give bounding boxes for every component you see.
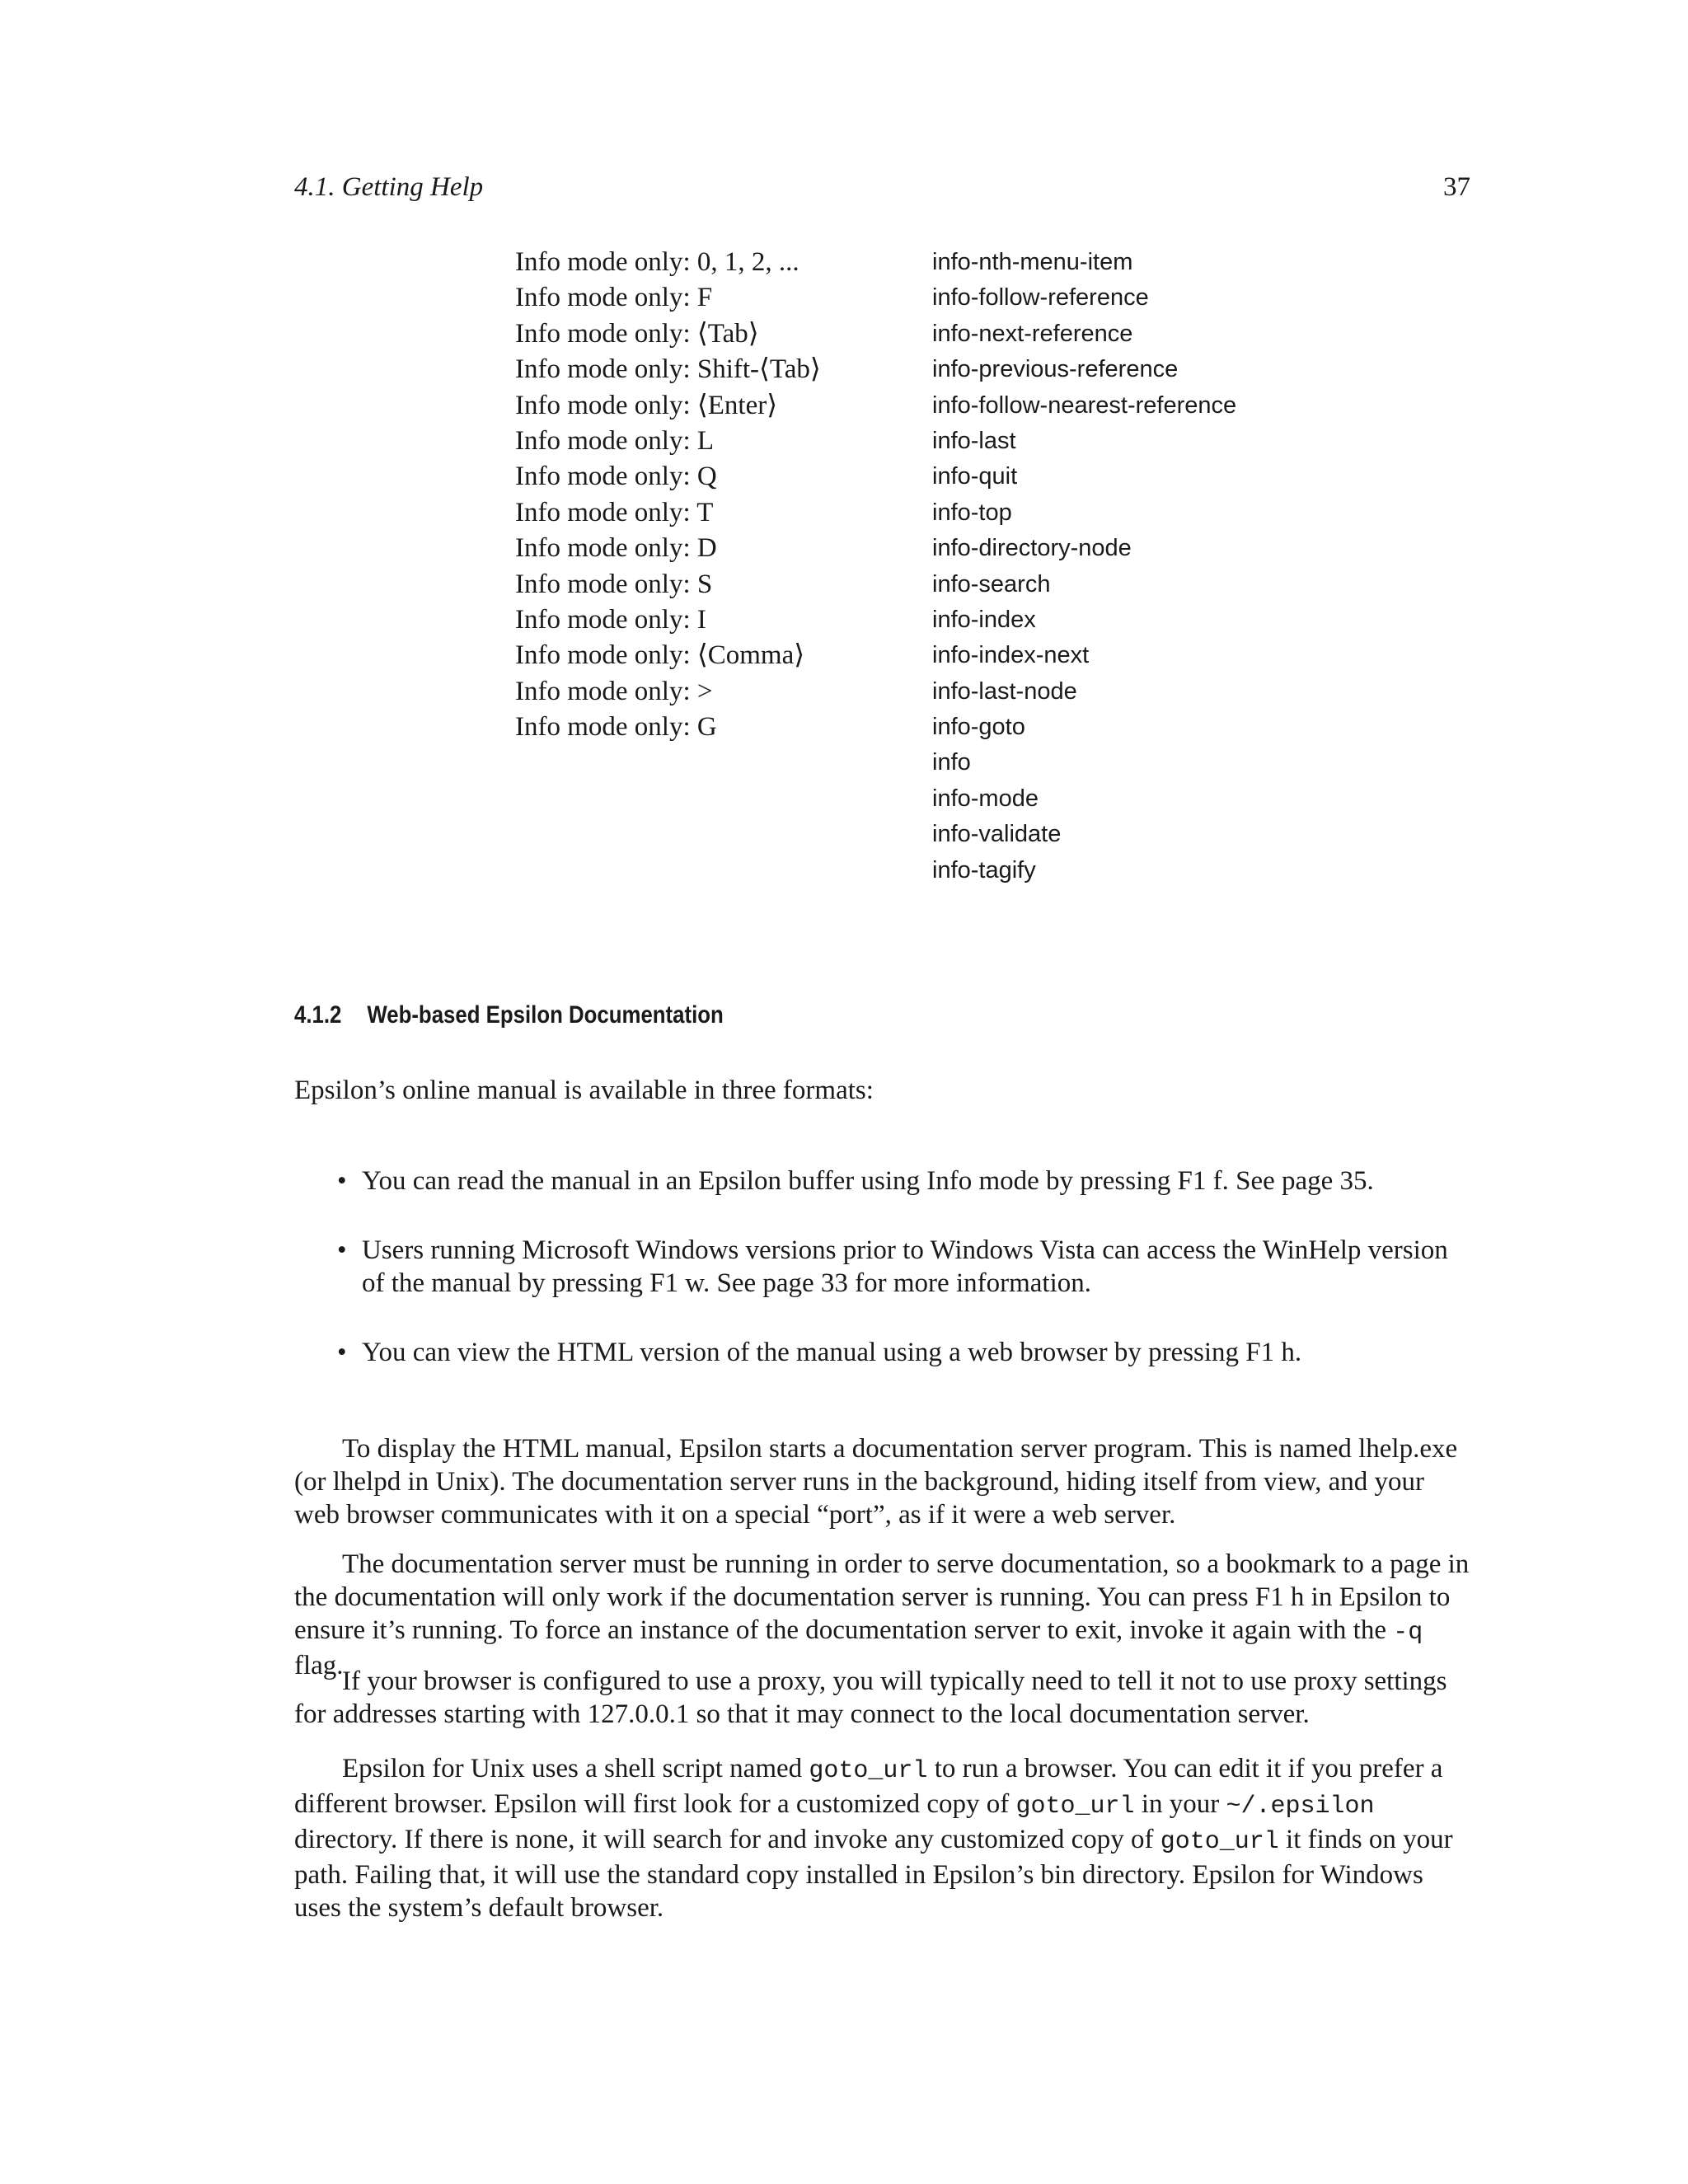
binding-key: Info mode only: ⟨Tab⟩ bbox=[515, 318, 759, 349]
code-epsilon-dir: ~/.epsilon bbox=[1226, 1793, 1375, 1821]
list-item-text: Users running Microsoft Windows versions prior to Windows Vista can access the WinHelp version of the manual by pressing F1 w. See page 33 for more information. bbox=[362, 1235, 1448, 1298]
code-goto-url: goto_url bbox=[809, 1757, 928, 1785]
binding-command: info-index bbox=[932, 606, 1036, 633]
paragraph-bookmark bbox=[294, 1548, 1470, 1682]
text-run: to run a browser. You can edit it if you prefer a different browser. Epsilon will first look for a customized copy of bbox=[294, 1754, 1443, 1819]
bullet-icon: • bbox=[337, 1235, 347, 1265]
binding-key: Info mode only: D bbox=[515, 533, 717, 564]
list-item bbox=[294, 1336, 1470, 1369]
binding-command: info-tagify bbox=[932, 856, 1036, 883]
text-run: flag. bbox=[294, 1651, 344, 1680]
binding-key: Info mode only: G bbox=[515, 712, 717, 743]
binding-command: info-directory-node bbox=[932, 535, 1132, 562]
binding-command: info-goto bbox=[932, 714, 1025, 741]
binding-command: info-top bbox=[932, 499, 1012, 526]
binding-key: Info mode only: 0, 1, 2, ... bbox=[515, 247, 799, 277]
code-goto-url: goto_url bbox=[1160, 1828, 1279, 1856]
binding-key: Info mode only: L bbox=[515, 425, 715, 456]
binding-key: Info mode only: I bbox=[515, 604, 706, 635]
binding-key: Info mode only: Shift-⟨Tab⟩ bbox=[515, 354, 821, 385]
binding-key: Info mode only: Q bbox=[515, 462, 717, 492]
binding-command: info-previous-reference bbox=[932, 356, 1179, 383]
binding-command: info-follow-nearest-reference bbox=[932, 391, 1237, 419]
binding-key: Info mode only: T bbox=[515, 497, 714, 527]
list-item-text: You can view the HTML version of the manual using a web browser by pressing F1 h. bbox=[362, 1338, 1302, 1367]
bullet-icon: • bbox=[337, 1338, 347, 1367]
binding-key: Info mode only: F bbox=[515, 283, 713, 313]
binding-command: info-validate bbox=[932, 821, 1062, 848]
paragraph-doc-server: To display the HTML manual, Epsilon starts a documentation server program. This is named lhelp.exe (or lhelpd in Unix). The documentation server runs in the background, hiding itself from view, and your web browser communicates with it on a special “port”, as if it were a web server. bbox=[294, 1434, 1458, 1530]
binding-key: Info mode only: ⟨Comma⟩ bbox=[515, 640, 805, 671]
binding-command: info-index-next bbox=[932, 642, 1090, 669]
paragraph-proxy: If your browser is configured to use a proxy, you will typically need to tell it not to use proxy settings for addresses starting with 127.0.0.1 so that it may connect to the local documentation server. bbox=[294, 1666, 1447, 1729]
list-item bbox=[294, 1234, 1470, 1300]
binding-key: Info mode only: > bbox=[515, 676, 713, 706]
text-run: Epsilon for Unix uses a shell script named bbox=[342, 1754, 809, 1783]
format-list bbox=[294, 1165, 1470, 1405]
bullet-icon: • bbox=[337, 1166, 347, 1196]
subsection-heading bbox=[294, 999, 724, 1032]
binding-command: info-search bbox=[932, 570, 1051, 598]
list-item bbox=[294, 1165, 1470, 1197]
binding-command: info-last-node bbox=[932, 677, 1077, 705]
subsection-number: 4.1.2 bbox=[294, 1001, 342, 1029]
text-run: directory. If there is none, it will search for and invoke any customized copy of bbox=[294, 1825, 1160, 1854]
code-goto-url: goto_url bbox=[1015, 1793, 1135, 1821]
binding-key: Info mode only: ⟨Enter⟩ bbox=[515, 390, 778, 420]
paragraph-unix-browser bbox=[294, 1752, 1470, 1924]
intro-paragraph: Epsilon’s online manual is available in three formats: bbox=[294, 1076, 874, 1105]
code-flag: -q bbox=[1393, 1619, 1423, 1647]
section-title: 4.1. Getting Help bbox=[294, 172, 484, 202]
binding-command: info-follow-reference bbox=[932, 284, 1149, 312]
list-item-text: You can read the manual in an Epsilon buffer using Info mode by pressing F1 f. See page 35. bbox=[362, 1166, 1374, 1196]
binding-command: info bbox=[932, 749, 971, 776]
binding-command: info-next-reference bbox=[932, 320, 1133, 347]
binding-key: Info mode only: S bbox=[515, 569, 713, 599]
binding-command: info-quit bbox=[932, 463, 1018, 490]
text-run: it finds on your path. Failing that, it will use the standard copy installed in Epsilon’s bin directory. Epsilon for Windows uses the system’s default browser. bbox=[294, 1825, 1453, 1923]
binding-command: info-last bbox=[932, 427, 1016, 454]
binding-command: info-nth-menu-item bbox=[932, 249, 1133, 275]
binding-command: info-mode bbox=[932, 785, 1039, 812]
page-number: 37 bbox=[1443, 172, 1470, 202]
text-run: in your bbox=[1134, 1789, 1226, 1819]
subsection-title: Web-based Epsilon Documentation bbox=[367, 1001, 724, 1029]
text-run: The documentation server must be running in order to serve documentation, so a bookmark to a page in the documentation will only work if the documentation server is running. You can press F1 h in Epsilon to ensure it’s running. To force an instance of the documentation server to exit, invoke it again with the bbox=[294, 1549, 1470, 1645]
